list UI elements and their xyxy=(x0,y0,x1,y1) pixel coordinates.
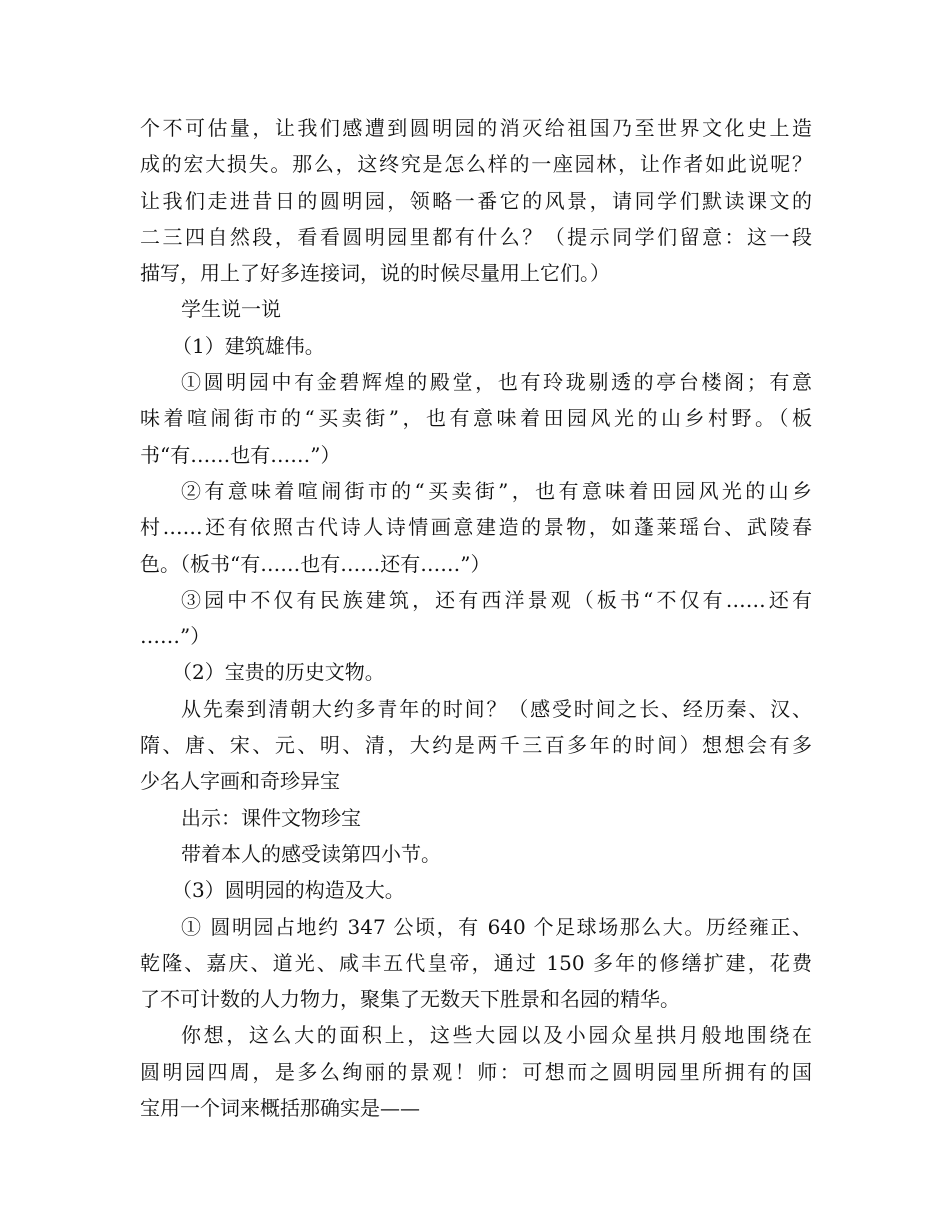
text-line: ②有意味着喧闹街市的“买卖街”，也有意味着田园风光的山乡 xyxy=(181,478,812,503)
text-line: 二三四自然段，看看圆明园里都有什么？（提示同学们留意：这一段 xyxy=(140,224,812,249)
section-heading: （3）圆明园的构造及大。 xyxy=(172,878,405,903)
text-line: 你想，这么大的面积上，这些大园以及小园众星拱月般地围绕在 xyxy=(181,1023,812,1048)
text-line: 隋、唐、宋、元、明、清，大约是两千三百多年的时间）想想会有多 xyxy=(140,733,812,758)
document-page xyxy=(140,110,812,1126)
text-line: 宝用一个词来概括那确实是—— xyxy=(140,1096,420,1121)
text-line: ① 圆明园占地约 347 公顷，有 640 个足球场那么大。历经雍正、 xyxy=(181,914,812,939)
text-line: 成的宏大损失。那么，这终究是怎么样的一座园林，让作者如此说呢？ xyxy=(140,152,812,177)
text-line: ……”） xyxy=(140,624,211,649)
text-line: 学生说一说 xyxy=(181,297,281,322)
text-line: 描写，用上了好多连接词，说的时候尽量用上它们。） xyxy=(140,261,610,286)
text-line: ③园中不仅有民族建筑，还有西洋景观（板书“不仅有……还有 xyxy=(181,587,812,612)
text-line: 了不可计数的人力物力，聚集了无数天下胜景和名园的精华。 xyxy=(140,987,680,1012)
text-line: 村……还有依照古代诗人诗情画意建造的景物，如蓬莱瑶台、武陵春 xyxy=(140,515,812,540)
text-line: ①圆明园中有金碧辉煌的殿堂，也有玲珑剔透的亭台楼阁；有意 xyxy=(181,370,812,395)
text-line: 乾隆、嘉庆、道光、咸丰五代皇帝，通过 150 多年的修缮扩建，花费 xyxy=(140,950,812,975)
text-line: 让我们走进昔日的圆明园，领略一番它的风景，请同学们默读课文的 xyxy=(140,188,812,213)
text-line: 味着喧闹街市的“买卖街”，也有意味着田园风光的山乡村野。（板 xyxy=(140,406,812,431)
section-heading: （1）建筑雄伟。 xyxy=(172,333,325,358)
text-line: 从先秦到清朝大约多青年的时间？（感受时间之长、经历秦、汉、 xyxy=(181,696,812,721)
text-line: 带着本人的感受读第四小节。 xyxy=(181,841,441,866)
text-line: 书“有……也有……”） xyxy=(140,442,341,467)
text-line: 出示：课件文物珍宝 xyxy=(181,805,361,830)
text-line: 色。（板书“有……也有……还有……”） xyxy=(140,551,491,576)
section-heading: （2）宝贵的历史文物。 xyxy=(172,660,385,685)
text-line: 少名人字画和奇珍异宝 xyxy=(140,769,340,794)
text-line: 个不可估量，让我们感遭到圆明园的消灭给祖国乃至世界文化史上造 xyxy=(140,116,812,140)
text-line: 圆明园四周，是多么绚丽的景观！师：可想而之圆明园里所拥有的国 xyxy=(140,1059,812,1084)
